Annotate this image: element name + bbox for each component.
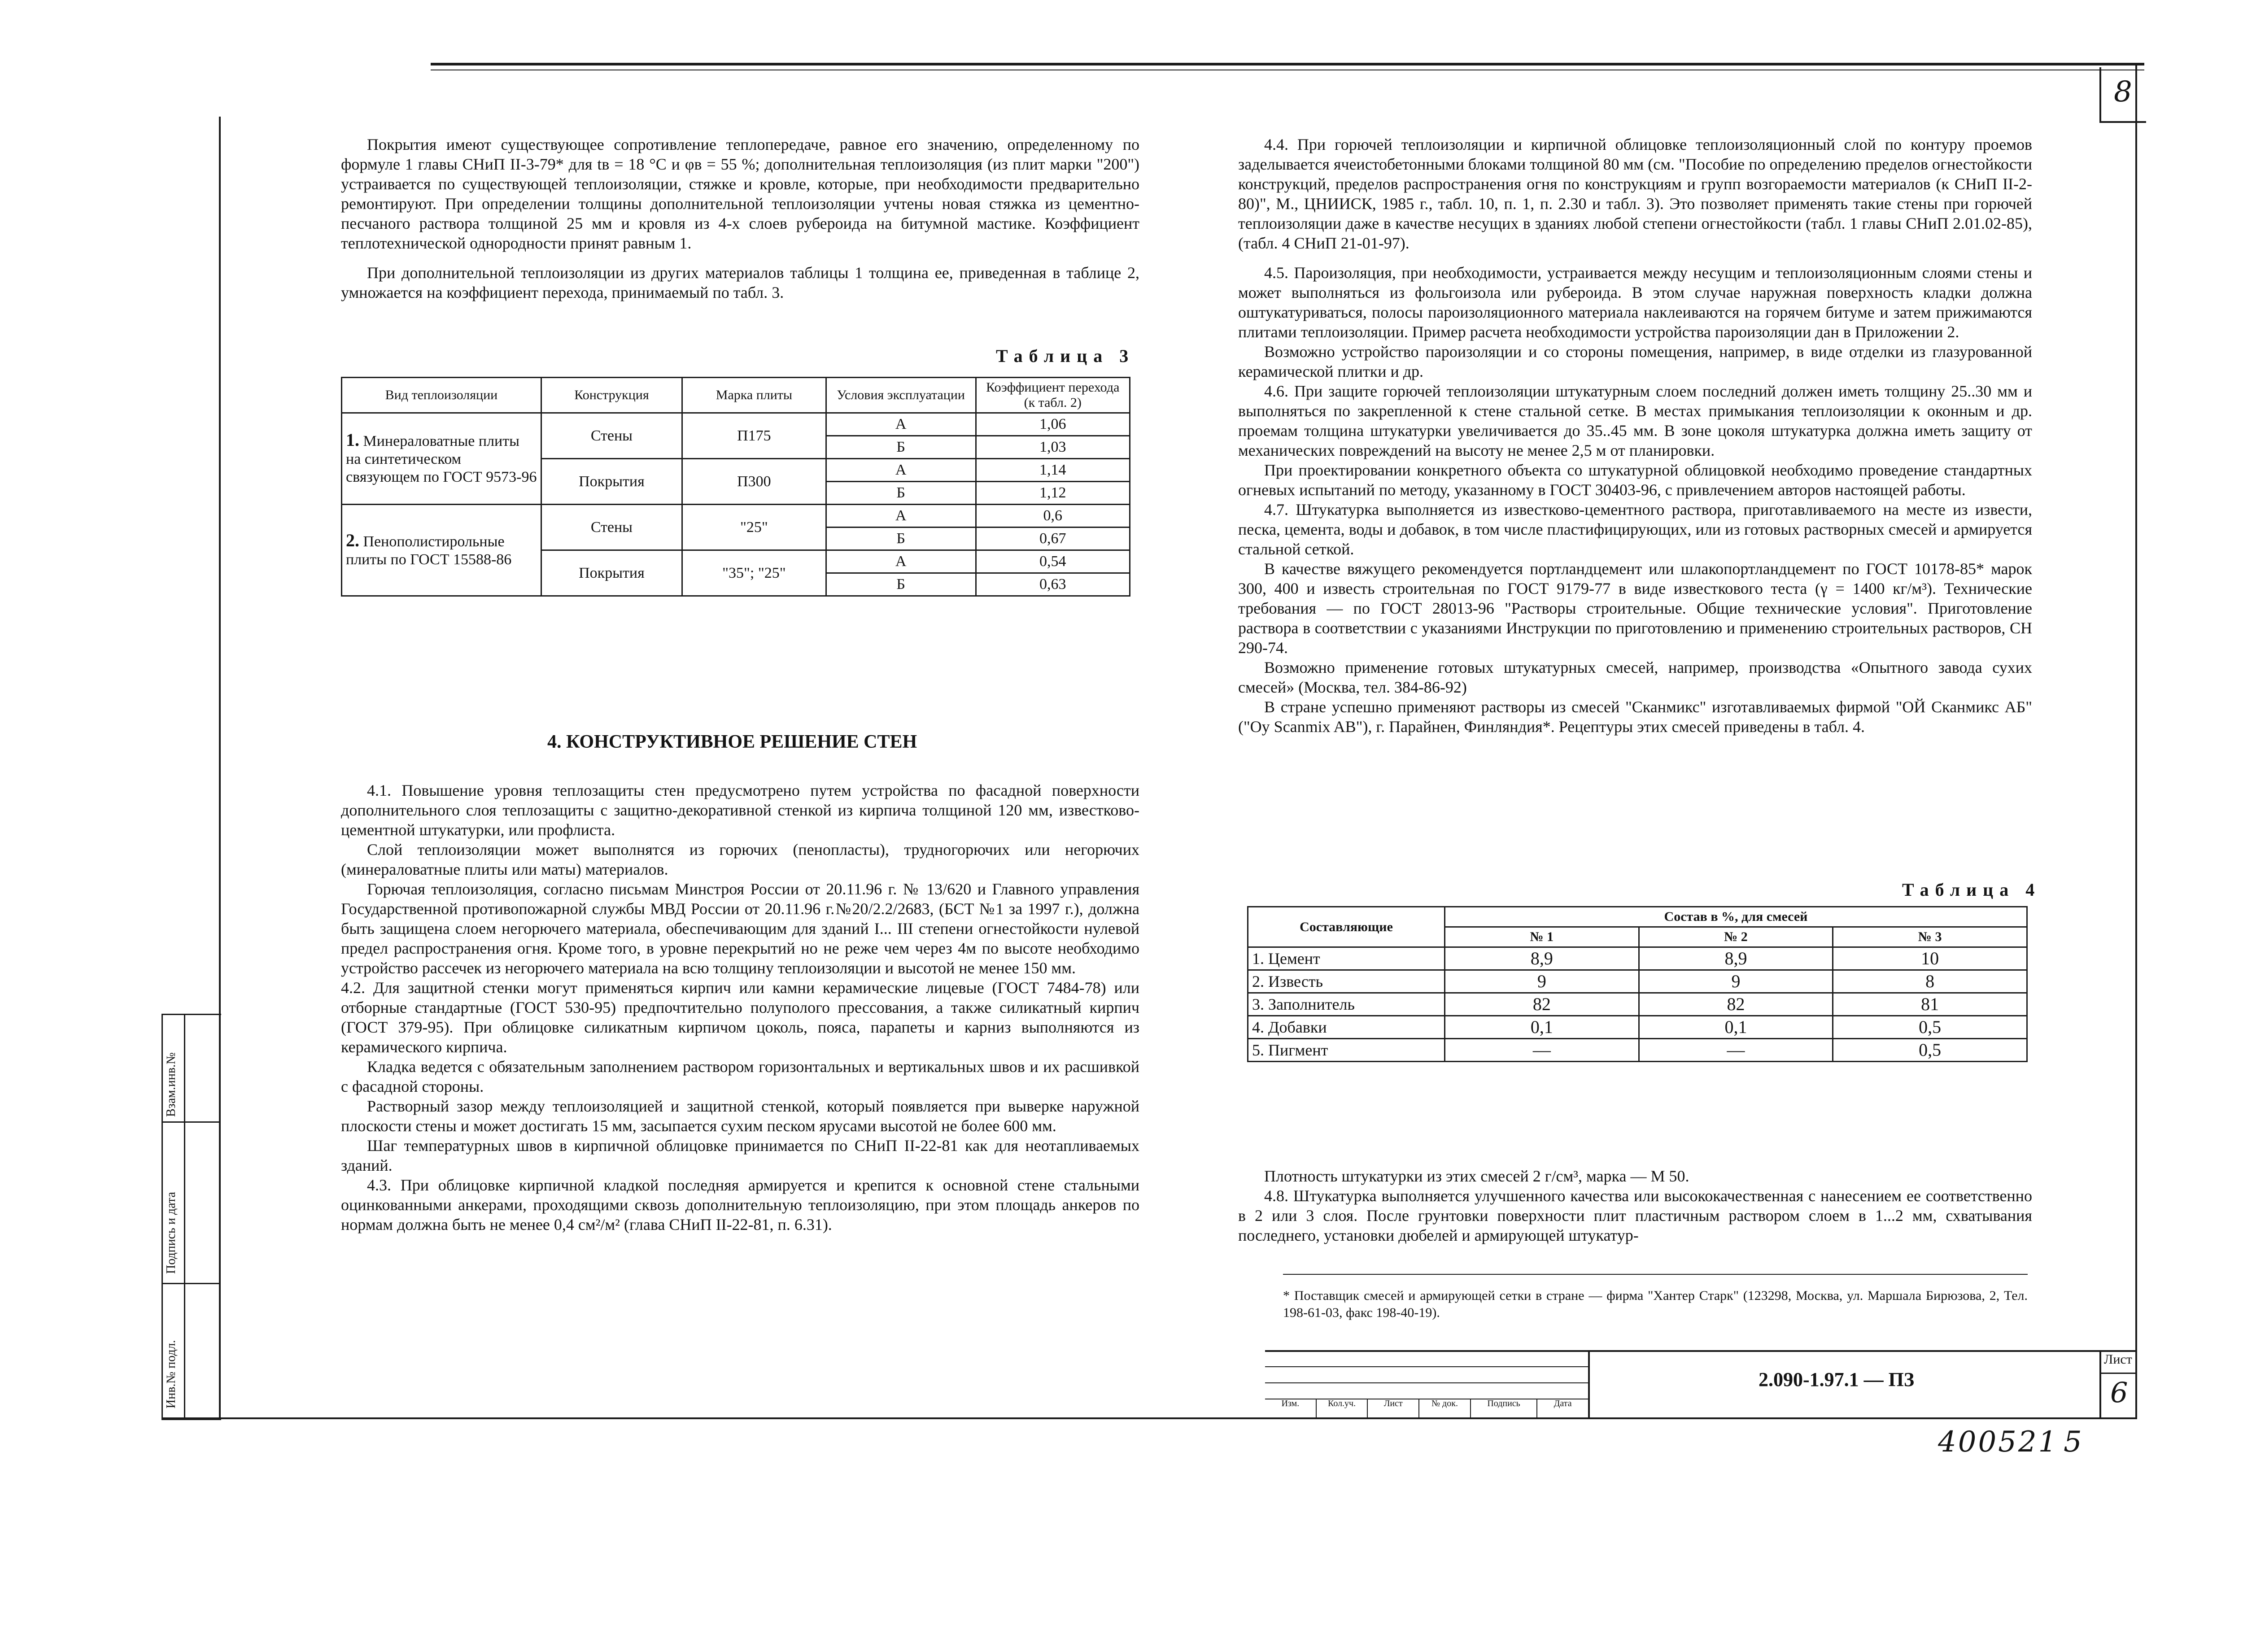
stamp-col: Подпись — [1471, 1399, 1538, 1417]
table3 — [341, 377, 1130, 597]
stamp-col: Кол.уч. — [1317, 1399, 1368, 1417]
paragraph-4-1c: Горючая теплоизоляция, согласно письмам Минстроя России от 20.11.96 г. № 13/620 и Главного управления Государственной противопожарной службы МВД России от 20.11.96 г.№20/2.2/2683, (БСТ №1 за 1997 г.), должна быть защищена слоем негорючего материала, обеспечивающим для зданий I... III степени огнестойкости нулевой предел распространения огня. Кроме того, в уровне перекрытий но не реже чем через 4м по высоте необходимо устройство рассечек из негорючего материала на всю толщину теплоизоляции и высотой не менее 150 мм. — [341, 880, 1139, 977]
table3-cell: 1,03 — [976, 436, 1130, 459]
table3-cell: А — [826, 505, 976, 527]
paragraph-4-2b: Кладка ведется с обязательным заполнением раствором горизонтальных и вертикальных швов и их расшивкой с фасадной стороны. — [341, 1058, 1139, 1095]
table3-cell: П300 — [682, 459, 826, 505]
table-row — [1248, 1039, 2027, 1062]
stamp-col: Дата — [1554, 1399, 1572, 1408]
table3-group-name: Минераловатные плиты на синтетическом связующем по ГОСТ 9573-96 — [346, 433, 537, 485]
paragraph-4-4: 4.4. При горючей теплоизоляции и кирпичной облицовке теплоизоляционный слой по контуру проемов заделывается ячеистобетонными блоками толщиной 80 мм (см. "Пособие по определению пределов огнестойкости конструкций, пределов распространения огня по конструкциям и групп возгораемости материалов (к СНиП II-2-80)", М., ЦНИИСК, 1985 г., табл. 10, п. 1, п. 2.30 и табл. 3). Это позволяет применять такие стены при горючей теплоизоляции даже в качестве несущих в зданиях любой степени огнестойкости (табл. 1 главы СНиП 2.01.02-85), (табл. 4 СНиП 21-01-97). — [1238, 135, 2032, 252]
left-column-top — [341, 135, 1139, 302]
table3-cell: 0,6 — [976, 505, 1130, 527]
stamp-col: Изм. — [1265, 1399, 1317, 1417]
table4-header-components: Составляющие — [1248, 907, 1445, 947]
margin-label-replaced-inv: Взам.инв.№ — [164, 1052, 178, 1117]
inventory-suffix: 5 — [2064, 1425, 2082, 1459]
table3-caption: Таблица 3 — [996, 346, 1135, 366]
paragraph-4-2c: Растворный зазор между теплоизоляцией и защитной стенкой, который появляется при выверке наружной плоскости стены и может достигать 15 мм, засыпается сухим песком ярусами высотой не более 600 мм. — [341, 1097, 1139, 1135]
stamp-col: № док. — [1419, 1399, 1471, 1417]
frame-top-line — [431, 63, 2144, 65]
table3-cell: Б — [826, 482, 976, 505]
table3-cell: 0,67 — [976, 527, 1130, 550]
paragraph-4-8: 4.8. Штукатурка выполняется улучшенного качества или высококачественная с нанесением ее соответственно в 2 или 3 слоя. После грунтовки поверхности плит пластичным раствором слоем в 1...2 мм, схватывания последнего, установки дюбелей и армирующей штукатур- — [1238, 1187, 2032, 1244]
paragraph-4-7c: Возможно применение готовых штукатурных смесей, например, производства «Опытного завода сухих смесей» (Москва, тел. 384-86-92) — [1238, 658, 2032, 696]
table3-cell: Б — [826, 573, 976, 596]
table4 — [1247, 906, 2028, 1062]
stamp-col: Лист — [1368, 1399, 1419, 1417]
table3-cell: 1,06 — [976, 413, 1130, 436]
paragraph-other-materials: При дополнительной теплоизоляции из других материалов таблицы 1 толщина ее, приведенная в таблице 2, умножается на коэффициент перехода, принимаемый по табл. 3. — [341, 264, 1139, 301]
paragraph-4-7: 4.7. Штукатурка выполняется из известково-цементного раствора, приготавливаемого на месте из извести, песка, цемента, воды и добавок, в том числе пластифицирующих, или из готовых растворных смесей и армируется стальной сеткой. — [1238, 501, 2032, 558]
table3-group-number: 1. — [346, 430, 359, 450]
table4-row-name: 1. Цемент — [1248, 947, 1445, 970]
table3-cell: "35"; "25" — [682, 550, 826, 596]
table4-cell: 0,1 — [1639, 1016, 1833, 1039]
table4-cell: 8 — [1833, 970, 2027, 993]
table4-cell: 8,9 — [1639, 947, 1833, 970]
table3-header: Коэффициент перехода (к табл. 2) — [976, 378, 1130, 413]
sheet-number: 6 — [2110, 1376, 2128, 1409]
table3-group-name: Пенополистирольные плиты по ГОСТ 15588-86 — [346, 533, 512, 568]
table3-cell: А — [826, 413, 976, 436]
paragraph-4-2: 4.2. Для защитной стенки могут применяться кирпич или камни керамические лицевые (ГОСТ 7484-78) или отборные стандартные (ГОСТ 530-95) предпочтительно полуполого прессования, а также силикатный кирпич (ГОСТ 379-95). При облицовке силикатным кирпичом цоколь, пояса, парапеты и карниз выполняются из керамического кирпича. — [341, 979, 1139, 1056]
paragraph-4-6: 4.6. При защите горючей теплоизоляции штукатурным слоем последний должен иметь толщину 25..30 мм и выполняться по закрепленной к стене стальной сетке. В местах примыкания теплоизоляции к оконным и др. проемам толщина штукатурки увеличивается до 35..45 мм. В зоне цоколя штукатурка должна иметь защиту от механических повреждений на высоту не менее 2,5 м от планировки. — [1238, 382, 2032, 459]
table4-cell: 10 — [1833, 947, 2027, 970]
table4-cell: — — [1639, 1039, 1833, 1062]
paragraph-roofs: Покрытия имеют существующее сопротивление теплопередаче, равное его значению, определенному по формуле 1 главы СНиП II-3-79* для tв = 18 °С и φв = 55 %; дополнительная теплоизоляция (из плит марки "200") устраивается по существующей теплоизоляции, стяжке и кровле, которые, при необходимости предварительно ремонтируют. При определении толщины дополнительной теплоизоляции учтены новая стяжка из цементно-песчаного раствора толщиной 25 мм и кровля из 4-х слоев рубероида на битумной мастике. Коэффициент теплотехнической однородности принят равным 1. — [341, 135, 1139, 252]
table3-group-1 — [342, 413, 541, 505]
title-block-columns — [1265, 1399, 1588, 1417]
margin-stamp-hline-1 — [161, 1121, 220, 1123]
margin-stamp-divider — [184, 1014, 185, 1417]
table4-cell: 81 — [1833, 993, 2027, 1016]
section-title: 4. КОНСТРУКТИВНОЕ РЕШЕНИЕ СТЕН — [547, 732, 917, 752]
table-row — [1248, 993, 2027, 1016]
paragraph-4-2d: Шаг температурных швов в кирпичной облицовке принимается по СНиП II-22-81 как для неотапливаемых зданий. — [341, 1137, 1139, 1174]
table4-cell: 82 — [1639, 993, 1833, 1016]
table3-cell: Стены — [541, 413, 682, 459]
footnote-separator — [1283, 1274, 2028, 1275]
table4-cell: 0,5 — [1833, 1016, 2027, 1039]
table4-row-name: 4. Добавки — [1248, 1016, 1445, 1039]
paragraph-4-7b: В качестве вяжущего рекомендуется портландцемент или шлакопортландцемент по ГОСТ 10178-85* марок 300, 400 и известь строительная по ГОСТ 9179-77 в виде известкового теста (γ = 1400 кг/м³). Технические требования — по ГОСТ 28013-96 "Растворы строительные. Общие технические условия". Приготовление раствора в соответствии с указаниями Инструкции по приготовлению и применению строительных растворов, СН 290-74. — [1238, 560, 2032, 657]
table4-row-name: 5. Пигмент — [1248, 1039, 1445, 1062]
table3-header: Конструкция — [541, 378, 682, 413]
table3-cell: Покрытия — [541, 550, 682, 596]
table3-cell: А — [826, 459, 976, 482]
table-row — [1248, 947, 2027, 970]
top-page-number: 8 — [2114, 75, 2132, 109]
table4-cell: 0,1 — [1445, 1016, 1639, 1039]
table3-group-number: 2. — [346, 530, 359, 550]
sheet-label: Лист — [2104, 1352, 2132, 1367]
table4-row-name: 2. Известь — [1248, 970, 1445, 993]
margin-label-signature-date: Подпись и дата — [164, 1192, 178, 1274]
right-column-top — [1238, 135, 2032, 737]
table3-cell: Б — [826, 436, 976, 459]
table4-cell: 82 — [1445, 993, 1639, 1016]
table4-cell: — — [1445, 1039, 1639, 1062]
table4-cell: 8,9 — [1445, 947, 1639, 970]
paragraph-4-5b: Возможно устройство пароизоляции и со стороны помещения, например, в виде отделки из глазурованной керамической плитки и др. — [1238, 343, 2032, 380]
footnote: * Поставщик смесей и армирующей сетки в стране — фирма "Хантер Старк" (123298, Москва, ул. Маршала Бирюзова, 2, Тел. 198-61-03, факс 198-40-19). — [1283, 1288, 2028, 1320]
table3-header: Условия эксплуатации — [826, 378, 976, 413]
inventory-number: 400521 — [1938, 1425, 2059, 1459]
paragraph-4-7d: В стране успешно применяют растворы из смесей "Сканмикс" изготавливаемых фирмой "ОЙ Сканмикс АБ" ("Оу Scanmix AB"), г. Парайнен, Финляндия*. Рецептуры этих смесей приведены в табл. 4. — [1238, 698, 2032, 736]
paragraph-4-1: 4.1. Повышение уровня теплозащиты стен предусмотрено путем устройства по фасадной поверхности дополнительного слоя теплозащиты с защитно-декоративной стенкой из кирпича толщиной 120 мм, известково-цементной штукатурки, или профлиста. — [341, 781, 1139, 839]
table4-cell: 0,5 — [1833, 1039, 2027, 1062]
table3-cell: Покрытия — [541, 459, 682, 505]
table3-cell: 1,14 — [976, 459, 1130, 482]
table4-header-mix: № 3 — [1833, 927, 2027, 947]
paragraph-4-1b: Слой теплоизоляции может выполнятся из горючих (пенопласты), трудногорючих или негорючих (минераловатные плиты или маты) материалов. — [341, 841, 1139, 878]
table3-cell: 0,54 — [976, 550, 1130, 573]
table4-header-mix: № 2 — [1639, 927, 1833, 947]
table3-cell: Стены — [541, 505, 682, 550]
left-column-bottom — [341, 780, 1139, 1234]
table3-header: Вид теплоизоляции — [342, 378, 541, 413]
table-row — [1248, 1016, 2027, 1039]
table4-header-mix: № 1 — [1445, 927, 1639, 947]
paragraph-4-3: 4.3. При облицовке кирпичной кладкой последняя армируется и крепится к основной стене стальными оцинкованными анкерами, проходящими сквозь дополнительную теплоизоляцию, при этом площадь анкеров по нормам должна быть не менее 0,4 см²/м² (глава СНиП II-22-81, п. 6.31). — [341, 1176, 1139, 1234]
margin-stamp-hline-2 — [161, 1283, 220, 1284]
right-column-bottom — [1238, 1166, 2032, 1245]
table-row — [1248, 970, 2027, 993]
table4-caption: Таблица 4 — [1902, 880, 2041, 900]
paragraph-4-5: 4.5. Пароизоляция, при необходимости, устраивается между несущим и теплоизоляционным слоями стены и может выполняться из фольгоизола или рубероида. В этом случае наружная поверхность кладки должна оштукатуриваться, полосы пароизоляционного материала наклеиваются на горячем битуме и затем прижимаются плитами теплоизоляции. Пример расчета необходимости устройства пароизоляции дан в Приложении 2. — [1238, 264, 2032, 341]
document-code: 2.090-1.97.1 — ПЗ — [1759, 1369, 1915, 1390]
frame-right-line — [2135, 63, 2137, 1417]
table3-header: Марка плиты — [682, 378, 826, 413]
table4-cell: 9 — [1639, 970, 1833, 993]
table4-header-group: Состав в %, для смесей — [1445, 907, 2027, 927]
margin-label-original-inv: Инв.№ подл. — [164, 1340, 178, 1408]
table4-cell: 9 — [1445, 970, 1639, 993]
table4-row-name: 3. Заполнитель — [1248, 993, 1445, 1016]
sheet-box-divider — [2099, 1373, 2137, 1374]
table3-cell: А — [826, 550, 976, 573]
paragraph-4-6b: При проектировании конкретного объекта со штукатурной облицовкой необходимо проведение стандартных огневых испытаний по методу, указанному в ГОСТ 30403-96, с привлечением авторов настоящей работы. — [1238, 461, 2032, 499]
table3-cell: "25" — [682, 505, 826, 550]
table3-cell: 0,63 — [976, 573, 1130, 596]
table3-cell: 1,12 — [976, 482, 1130, 505]
table3-group-2 — [342, 505, 541, 596]
table3-cell: Б — [826, 527, 976, 550]
paragraph-density: Плотность штукатурки из этих смесей 2 г/см³, марка — М 50. — [1264, 1167, 1689, 1185]
table3-cell: П175 — [682, 413, 826, 459]
